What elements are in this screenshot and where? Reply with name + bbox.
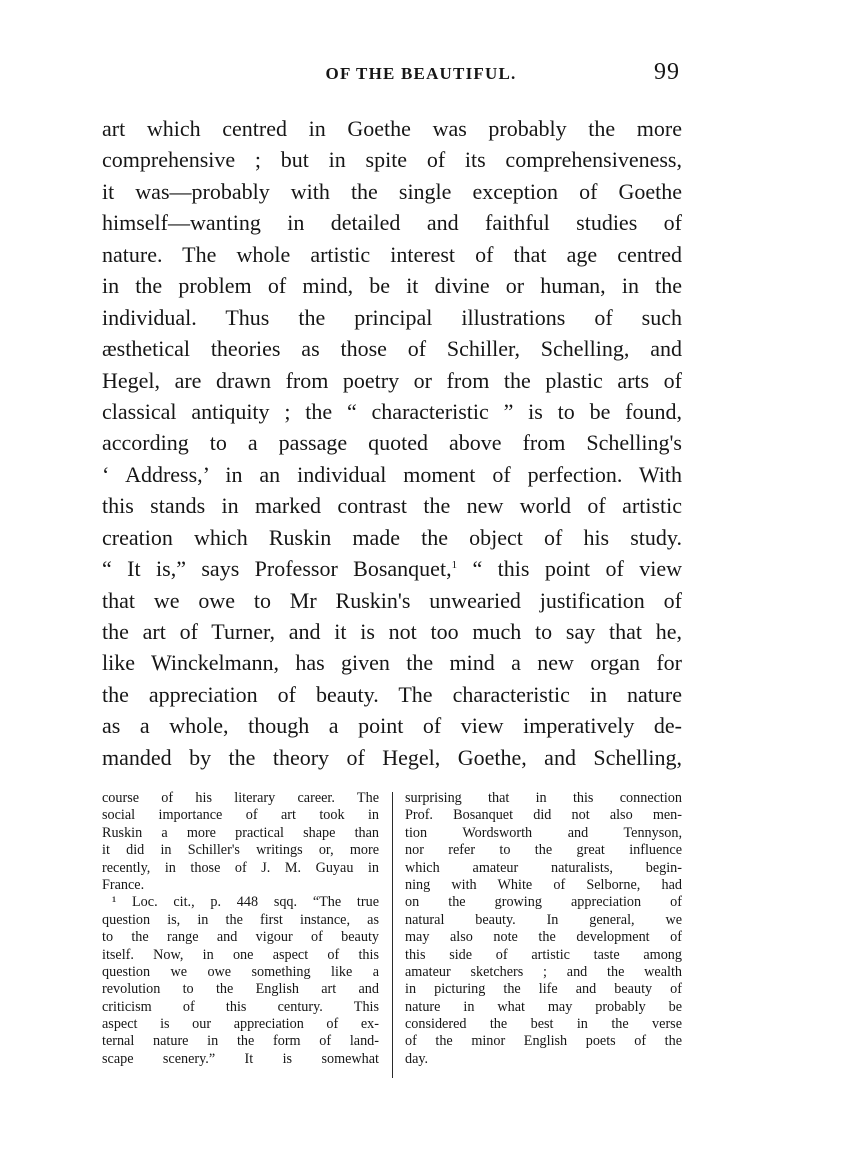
footnote-line: nature in what may probably be [405,998,682,1015]
footnote-line: which amateur naturalists, begin- [405,859,682,876]
body-line: classical antiquity ; the “ characteristic ” is to be found, [102,398,682,424]
body-line: like Winckelmann, has given the mind a new organ for [102,650,682,676]
body-line: ‘ Address,’ in an individual moment of perfection. With [102,461,682,487]
body-line: nature. The whole artistic interest of that age centred [102,241,682,267]
body-line-lead: “ It is,” says Professor Bosanquet, [102,556,452,582]
footnote-line: tion Wordsworth and Tennyson, [405,824,682,841]
footnote-line: recently, in those of J. M. Guyau in [102,859,379,876]
footnote-line: natural beauty. In general, we [405,911,682,928]
footnote-line: amateur sketchers ; and the wealth [405,963,682,980]
body-line: æsthetical theories as those of Schiller, Schelling, and [102,336,682,362]
footnote-line: ning with White of Selborne, had [405,876,682,893]
body-line: Hegel, are drawn from poetry or from the plastic arts of [102,367,682,393]
footnote-line: revolution to the English art and [102,981,379,998]
body-line: it was—probably with the single exception of Goethe [102,178,682,204]
footnote-line: considered the best in the verse [405,1016,682,1033]
footnote-line: course of his literary career. The [102,790,379,806]
footnote-line: question we owe something like a [102,963,379,980]
footnote-line: social importance of art took in [102,807,379,824]
body-line: the art of Turner, and it is not too much to say that he, [102,619,682,644]
footnote-line: it did in Schiller's writings or, more [102,842,379,859]
body-line: the appreciation of beauty. The characteristic in nature [102,681,682,707]
column-divider [392,792,393,1078]
footnote-line: surprising that in this connection [405,790,682,806]
footnote-column-left [102,790,379,1068]
footnote-line: of the minor English poets of the [405,1033,682,1050]
footnote-line: ¹ Loc. cit., p. 448 sqq. “The true [112,894,379,911]
footnote-column-right [405,790,682,1068]
body-line: individual. Thus the principal illustrations of such [102,304,682,330]
footnote-line: scape scenery.” It is somewhat [102,1050,379,1067]
footnote-line: in picturing the life and beauty of [405,981,682,998]
body-line: as a whole, though a point of view imperatively de- [102,713,682,739]
footnotes [102,790,682,1080]
body-line: himself—wanting in detailed and faithful studies of [102,210,682,236]
page-number: 99 [654,59,680,85]
body-line-with-footnote [102,553,682,584]
body-text [102,113,682,773]
footnote-line: this side of artistic taste among [405,946,682,963]
footnote-line: itself. Now, in one aspect of this [102,946,379,963]
footnote-line: criticism of this century. This [102,998,379,1015]
footnote-line: may also note the development of [405,929,682,946]
footnote-line: Ruskin a more practical shape than [102,824,379,841]
body-line: in the problem of mind, be it divine or human, in the [102,273,682,299]
running-title: OF THE BEAUTIFUL. [325,64,517,83]
running-header [100,56,682,92]
body-line: that we owe to Mr Ruskin's unwearied justification of [102,587,682,613]
footnote-line: day. [405,1050,429,1067]
footnote-line: France. [102,876,145,893]
footnote-line: question is, in the first instance, as [102,911,379,928]
footnote-reference: 1 [451,559,458,572]
body-line: creation which Ruskin made the object of his study. [102,524,682,550]
footnote-line: aspect is our appreciation of ex- [102,1016,379,1033]
footnote-line: on the growing appreciation of [405,894,682,911]
body-line: art which centred in Goethe was probably the more [102,116,682,141]
body-line-tail: “ this point of view [457,556,682,582]
footnote-line: ternal nature in the form of land- [102,1033,379,1050]
footnote-line: to the range and vigour of beauty [102,929,379,946]
body-line: this stands in marked contrast the new world of artistic [102,493,682,519]
body-line: according to a passage quoted above from Schelling's [102,430,682,456]
footnote-line: Prof. Bosanquet did not also men- [405,807,682,824]
footnote-line: nor refer to the great influence [405,842,682,859]
body-line: manded by the theory of Hegel, Goethe, and Schelling, [102,744,682,770]
body-line: comprehensive ; but in spite of its comprehensiveness, [102,147,682,173]
